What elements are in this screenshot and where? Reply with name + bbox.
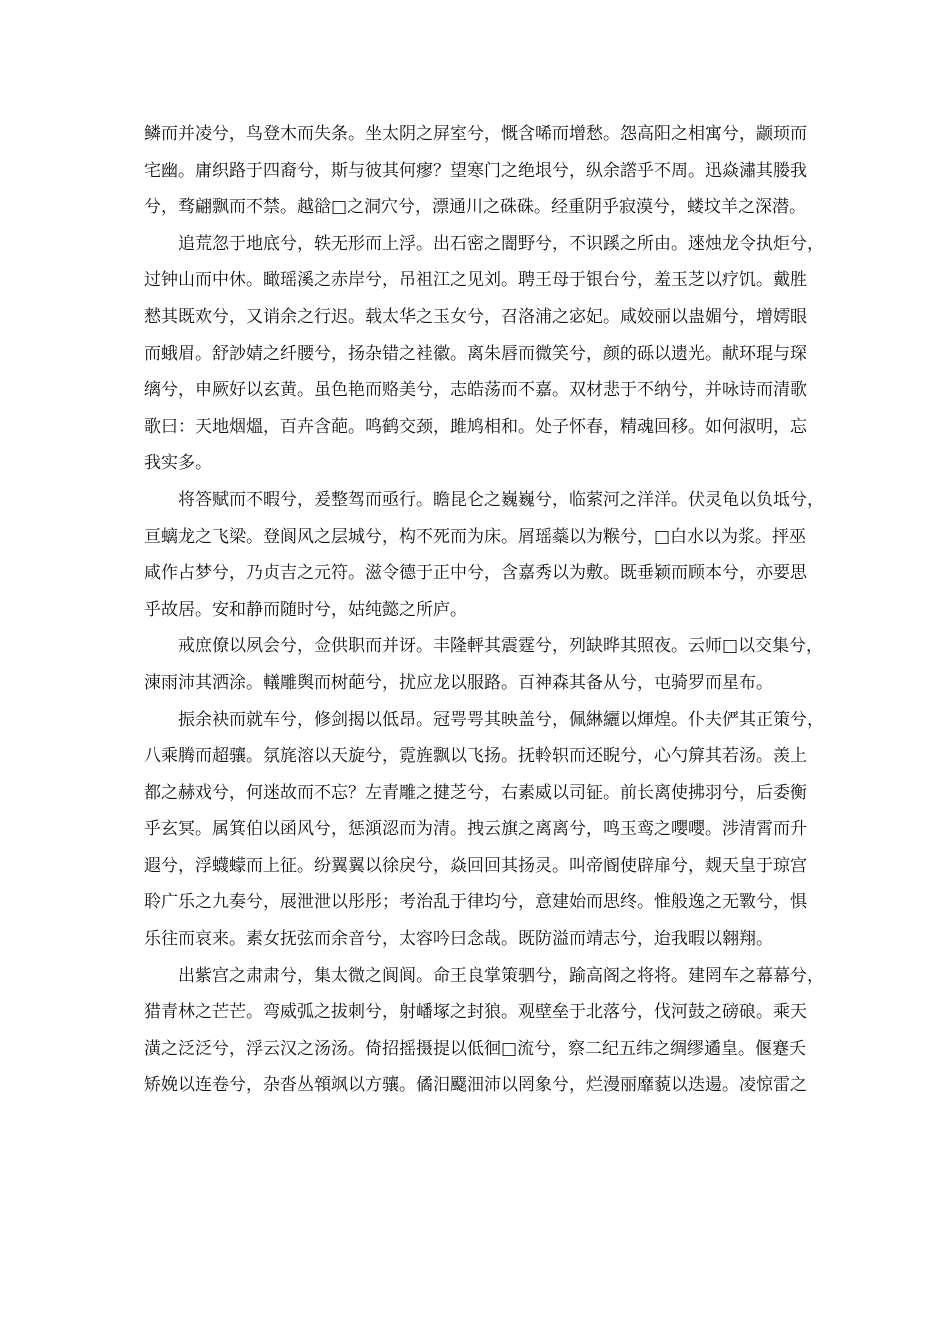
text-line: 缡兮，申厥好以玄黄。虽色艳而赂美兮，志皓荡而不嘉。双材悲于不纳兮，并咏诗而清歌	[144, 380, 807, 401]
text-line: 矫娩以连卷兮，杂沓丛顇飒以方骧。僪汨飋沺沛以罔象兮，烂漫丽靡藐以迭逿。凌惊雷之	[144, 1075, 807, 1096]
text-line: 遐兮，浮蠛蠓而上征。纷翼翼以徐戾兮，焱回回其扬灵。叫帝阍使辟扉兮，觌天皇于琼宫	[144, 855, 807, 876]
document-body	[144, 116, 824, 1104]
text-line: 振余袂而就车兮，修剑揭以低昂。冠咢咢其映盖兮，佩綝纚以煇煌。仆夫俨其正策兮，	[178, 709, 824, 730]
text-line: 出紫宫之肃肃兮，集太微之阆阆。命王良掌策驷兮，踰高阁之将将。建罔车之幕幕兮，	[178, 965, 824, 986]
text-line: 亘螭龙之飞梁。登阆风之层城兮，构不死而为床。屑瑶蘂以为糇兮，□白水以为浆。抨巫	[144, 526, 807, 547]
text-line: 猎青林之芒芒。弯威弧之拔刺兮，射嶓塚之封狼。观壁垒于北落兮，伐河鼓之磅硠。乘天	[144, 1002, 807, 1023]
text-line: 歌曰：天地烟熅，百卉含葩。鸣鹤交颈，雎鸠相和。处子怀春，精魂回移。如何淑明，忘	[144, 416, 807, 437]
text-line: 追荒忽于地底兮，轶无形而上浮。出石密之闇野兮，不识蹊之所由。逨烛龙令执炬兮，	[178, 233, 824, 254]
text-line: 都之赫戏兮，何迷故而不忘？左青雕之揵芝兮，右素威以司钲。前长离使拂羽兮，后委衡	[144, 782, 807, 803]
text-line: 而蛾眉。舒訬婧之纤腰兮，扬杂错之袿徽。离朱唇而微笑兮，颜的砾以遗光。献环琨与琛	[144, 343, 807, 364]
text-line: 过钟山而中休。瞰瑶溪之赤岸兮，吊祖江之见刘。聘王母于银台兮，羞玉芝以疗饥。戴胜	[144, 270, 807, 291]
text-line: 兮，骛翩飘而不禁。越谽□之洞穴兮，漂通川之硃硃。经重阴乎寂漠兮，蝼坟羊之深潜。	[144, 197, 807, 218]
text-line: 涷雨沛其洒涂。轙雕舆而树葩兮，扰应龙以服路。百神森其备从兮，屯骑罗而星布。	[144, 672, 773, 693]
text-line: 乎玄冥。属箕伯以函风兮，惩澒涊而为清。拽云旗之离离兮，鸣玉鸾之嚶嚶。涉清霄而升	[144, 819, 807, 840]
text-line: 宅幽。庸织路于四裔兮，斯与彼其何瘳？望寒门之绝垠兮，纵余譗乎不周。迅焱潚其媵我	[144, 160, 807, 181]
text-line: 八乘腾而超骧。氛旄溶以天旋兮，霓旌飘以飞扬。抚軨轵而还睨兮，心勺箳其若汤。羡上	[144, 746, 807, 767]
text-line: 鳞而并凌兮，鸟登木而失条。坐太阴之屏室兮，慨含唏而增愁。怨高阳之相寓兮，颛顼而	[144, 124, 807, 144]
text-line: 将答赋而不暇兮，爰整驾而亟行。瞻昆仑之巍巍兮，临萦河之洋洋。伏灵龟以负坻兮，	[178, 489, 824, 510]
text-line: 慭其既欢兮，又诮余之行迟。载太华之玉女兮，召洛浦之宓妃。咸姣丽以蛊媚兮，增嫮眼	[144, 306, 807, 327]
text-line: 我实多。	[144, 453, 212, 474]
text-line: 潢之泛泛兮，浮云汉之汤汤。倚招摇摄提以低徊□流兮，察二纪五纬之绸缪遹皇。偃蹇夭	[144, 1038, 807, 1059]
text-line: 咸作占梦兮，乃贞吉之元符。滋令德于正中兮，含嘉秀以为敷。既垂颖而顾本兮，亦要思	[144, 563, 807, 584]
text-line: 聆广乐之九奏兮，展泄泄以彤彤；考治乱于律均兮，意建始而思终。惟般逸之无斁兮，惧	[144, 892, 807, 913]
text-line: 戒庶僚以夙会兮，佥供职而并讶。丰隆軯其震霆兮，列缺晔其照夜。云师□以交集兮，	[178, 636, 824, 657]
text-line: 乎故居。安和静而随时兮，姑纯懿之所庐。	[144, 599, 467, 620]
text-line: 乐往而哀来。素女抚弦而余音兮，太容吟曰念哉。既防溢而靖志兮，迨我暇以翱翔。	[144, 929, 773, 950]
